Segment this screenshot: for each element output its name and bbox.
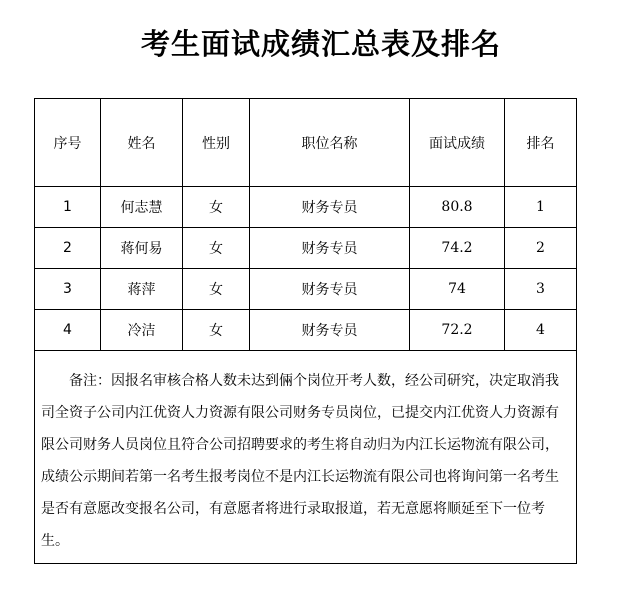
header-row bbox=[35, 99, 577, 187]
score-table bbox=[34, 98, 577, 564]
table-row bbox=[35, 228, 577, 269]
cell-index: 2 bbox=[35, 228, 101, 269]
header-gender: 性别 bbox=[183, 99, 250, 187]
cell-position: 财务专员 bbox=[250, 269, 410, 310]
cell-rank: 2 bbox=[505, 228, 577, 269]
cell-name: 何志慧 bbox=[101, 187, 183, 228]
cell-score: 80.8 bbox=[410, 187, 505, 228]
cell-index: 3 bbox=[35, 269, 101, 310]
cell-gender: 女 bbox=[183, 269, 250, 310]
cell-gender: 女 bbox=[183, 187, 250, 228]
cell-position: 财务专员 bbox=[250, 228, 410, 269]
cell-gender: 女 bbox=[183, 310, 250, 351]
header-position: 职位名称 bbox=[250, 99, 410, 187]
cell-gender: 女 bbox=[183, 228, 250, 269]
note-row bbox=[35, 351, 577, 564]
table-row bbox=[35, 187, 577, 228]
cell-rank: 3 bbox=[505, 269, 577, 310]
page-title: 考生面试成绩汇总表及排名 bbox=[140, 27, 501, 61]
cell-name: 蒋萍 bbox=[101, 269, 183, 310]
header-rank: 排名 bbox=[505, 99, 577, 187]
cell-position: 财务专员 bbox=[250, 310, 410, 351]
cell-rank: 1 bbox=[505, 187, 577, 228]
table-row bbox=[35, 310, 577, 351]
cell-index: 4 bbox=[35, 310, 101, 351]
note-text: 备注：因报名审核合格人数未达到倆个岗位开考人数，经公司研究，决定取消我司全资子公司内江优资人力资源有限公司财务专员岗位，已提交内江优资人力资源有限公司财务人员岗位且符合公司招聘要求的考生将自动归为内江长运物流有限公司，成绩公示期间若第一名考生报考岗位不是内江长运物流有限公司也将询问第一名考生是否有意愿改变报名公司，有意愿者将进行录取报道，若无意愿将顺延至下一位考生。 bbox=[35, 351, 577, 564]
cell-score: 74 bbox=[410, 269, 505, 310]
cell-rank: 4 bbox=[505, 310, 577, 351]
cell-score: 74.2 bbox=[410, 228, 505, 269]
header-name: 姓名 bbox=[101, 99, 183, 187]
header-index: 序号 bbox=[35, 99, 101, 187]
cell-name: 冷洁 bbox=[101, 310, 183, 351]
header-score: 面试成绩 bbox=[410, 99, 505, 187]
cell-position: 财务专员 bbox=[250, 187, 410, 228]
cell-name: 蒋何易 bbox=[101, 228, 183, 269]
table-row bbox=[35, 269, 577, 310]
cell-score: 72.2 bbox=[410, 310, 505, 351]
cell-index: 1 bbox=[35, 187, 101, 228]
